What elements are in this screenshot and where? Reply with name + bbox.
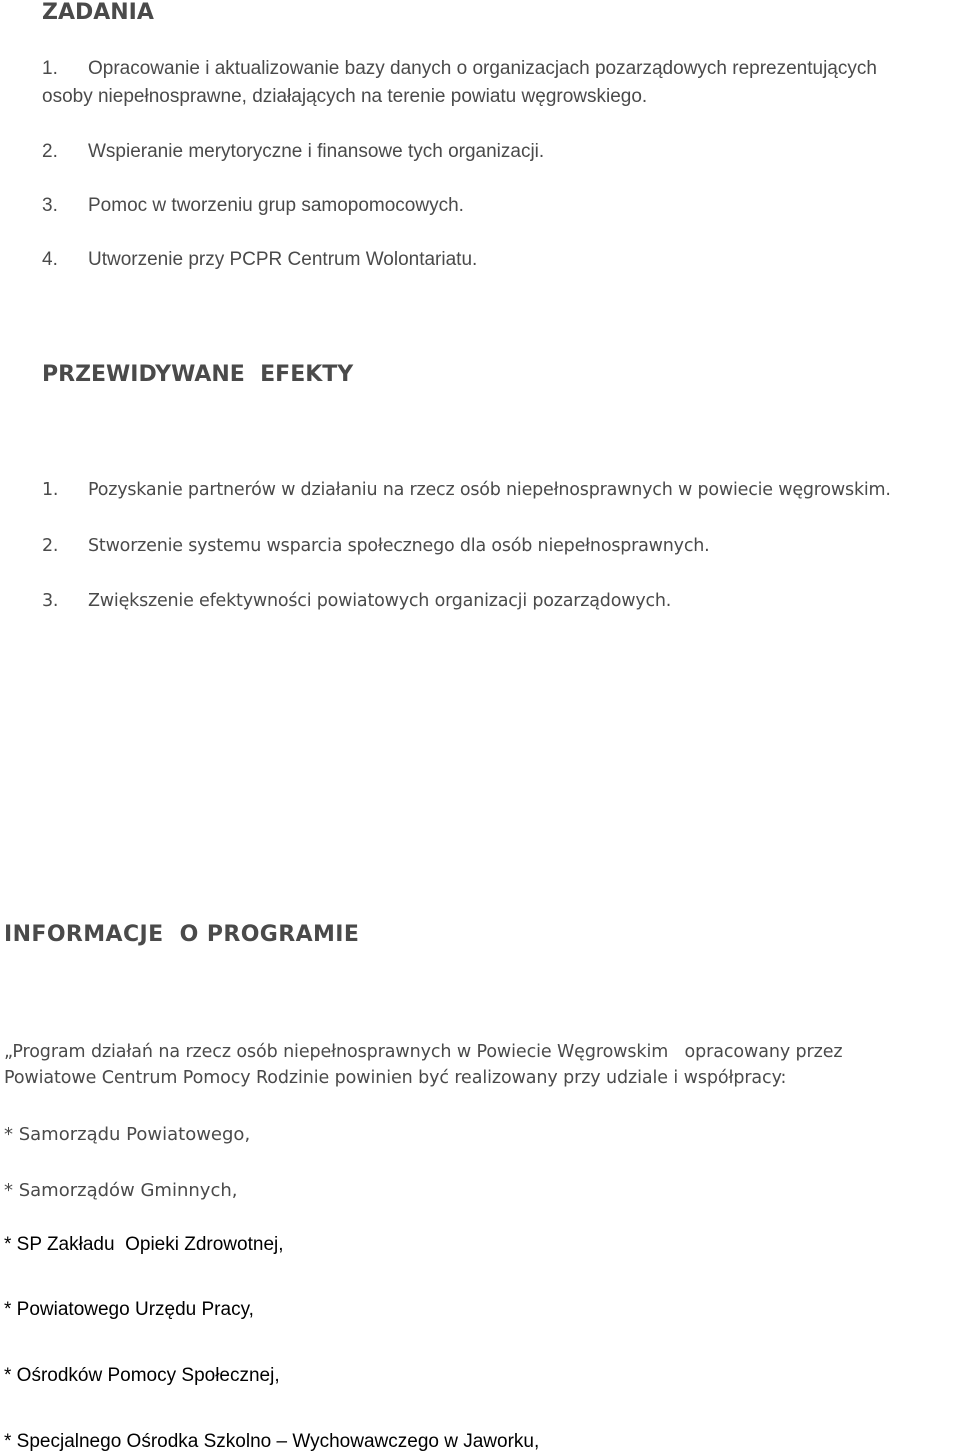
list-item: [42, 195, 642, 219]
list-text: Stworzenie systemu wsparcia społecznego dla osób niepełnosprawnych.: [88, 536, 710, 556]
list-item: [42, 141, 642, 165]
intro-paragraph-line: Powiatowe Centrum Pomocy Rodzinie powinien być realizowany przy udziale i współpracy:: [4, 1068, 787, 1088]
list-text: Zwiększenie efektywności powiatowych organizacji pozarządowych.: [88, 591, 672, 611]
intro-paragraph-line: „Program działań na rzecz osób niepełnosprawnych w Powiecie Węgrowskim opracowany przez: [4, 1042, 843, 1062]
partner-list-item: * Samorządów Gminnych,: [4, 1180, 238, 1201]
list-text: Opracowanie i aktualizowanie bazy danych o organizacjach pozarządowych reprezentujących: [88, 58, 877, 79]
list-text: Utworzenie przy PCPR Centrum Wolontariatu.: [88, 249, 478, 270]
list-item-continuation: osoby niepełnosprawne, działających na terenie powiatu węgrowskiego.: [42, 86, 648, 107]
section-heading-zadania: ZADANIA: [42, 0, 154, 25]
list-number: 2.: [42, 141, 58, 162]
list-number: 1.: [42, 480, 59, 500]
list-text: Wspieranie merytoryczne i finansowe tych organizacji.: [88, 141, 545, 162]
partner-list-item: * SP Zakładu Opieki Zdrowotnej,: [4, 1234, 284, 1255]
list-item: [42, 536, 942, 560]
list-item: [42, 591, 942, 615]
list-item: [42, 480, 960, 504]
list-item: [42, 58, 960, 82]
section-heading-efekty: PRZEWIDYWANE EFEKTY: [42, 362, 354, 387]
partner-list-item: * Samorządu Powiatowego,: [4, 1124, 251, 1145]
list-number: 1.: [42, 58, 58, 79]
section-heading-informacje: INFORMACJE O PROGRAMIE: [4, 922, 360, 947]
list-text: Pozyskanie partnerów w działaniu na rzecz osób niepełnosprawnych w powiecie węgrowskim.: [88, 480, 891, 500]
list-item: [42, 249, 642, 273]
list-number: 2.: [42, 536, 59, 556]
list-number: 3.: [42, 195, 58, 216]
partner-list-item: * Specjalnego Ośrodka Szkolno – Wychowawczego w Jaworku,: [4, 1431, 540, 1452]
partner-list-item: * Ośrodków Pomocy Społecznej,: [4, 1365, 280, 1386]
partner-list-item: * Powiatowego Urzędu Pracy,: [4, 1299, 254, 1320]
list-number: 4.: [42, 249, 58, 270]
list-number: 3.: [42, 591, 59, 611]
list-text: Pomoc w tworzeniu grup samopomocowych.: [88, 195, 464, 216]
